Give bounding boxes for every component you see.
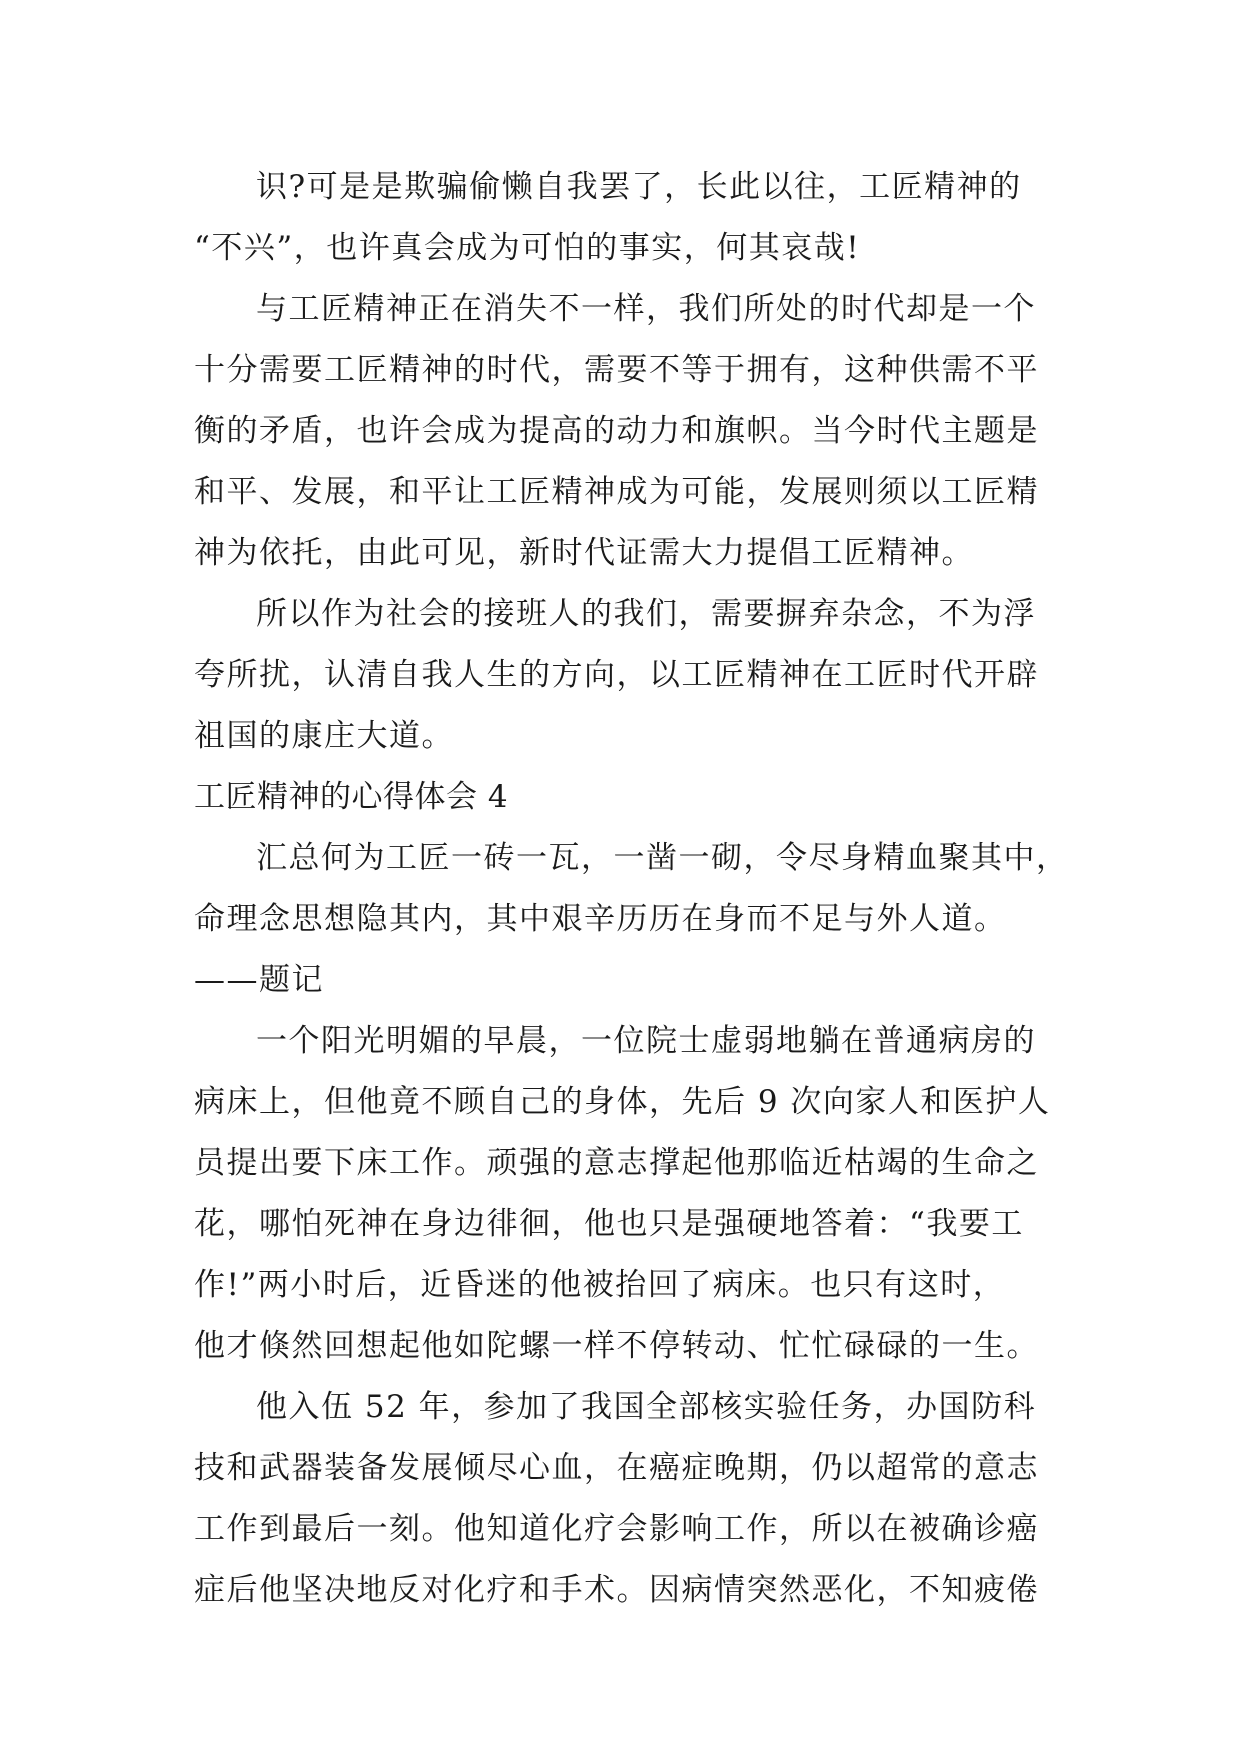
text-line: 一个阳光明媚的早晨，一位院士虚弱地躺在普通病房的 [256,1023,1036,1059]
section-heading: 工匠精神的心得体会 4 [194,779,509,815]
text-line: 与工匠精神正在消失不一样，我们所处的时代却是一个 [256,291,1036,327]
document-body [194,157,1069,1621]
text-line: 他入伍 52 年，参加了我国全部核实验任务，办国防科 [256,1389,1037,1425]
text-line: 病床上，但他竟不顾自己的身体，先后 9 次向家人和医护人 [194,1084,1051,1120]
text-line: 所以作为社会的接班人的我们，需要摒弃杂念，不为浮 [256,596,1036,632]
text-line: 工作到最后一刻。他知道化疗会影响工作，所以在被确诊癌 [194,1511,1039,1547]
text-line: 神为依托，由此可见，新时代证需大力提倡工匠精神。 [194,535,974,571]
text-line: 识?可是是欺骗偷懒自我罢了，长此以往，工匠精神的 [256,169,1022,205]
text-line: “不兴”，也许真会成为可怕的事实，何其哀哉! [194,230,861,266]
text-line: 技和武器装备发展倾尽心血，在癌症晚期，仍以超常的意志 [194,1450,1039,1486]
text-line: 祖国的康庄大道。 [194,718,454,754]
text-line: 衡的矛盾，也许会成为提高的动力和旗帜。当今时代主题是 [194,413,1039,449]
text-line: 员提出要下床工作。顽强的意志撑起他那临近枯竭的生命之 [194,1145,1039,1181]
text-line: 命理念思想隐其内，其中艰辛历历在身而不足与外人道。 [194,901,1007,937]
text-line: 汇总何为工匠一砖一瓦，一凿一砌，令尽身精血聚其中， [256,840,1069,876]
text-line: 症后他坚决地反对化疗和手术。因病情突然恶化，不知疲倦 [194,1572,1039,1608]
text-line: 和平、发展，和平让工匠精神成为可能，发展则须以工匠精 [194,474,1039,510]
text-line: 作!”两小时后，近昏迷的他被抬回了病床。也只有这时， [194,1267,1006,1303]
text-line: ——题记 [194,962,324,998]
text-line: 他才倏然回想起他如陀螺一样不停转动、忙忙碌碌的一生。 [194,1328,1039,1364]
text-line: 夸所扰，认清自我人生的方向，以工匠精神在工匠时代开辟 [194,657,1039,693]
text-line: 花，哪怕死神在身边徘徊，他也只是强硬地答着：“我要工 [194,1206,1024,1242]
text-line: 十分需要工匠精神的时代，需要不等于拥有，这种供需不平 [194,352,1039,388]
